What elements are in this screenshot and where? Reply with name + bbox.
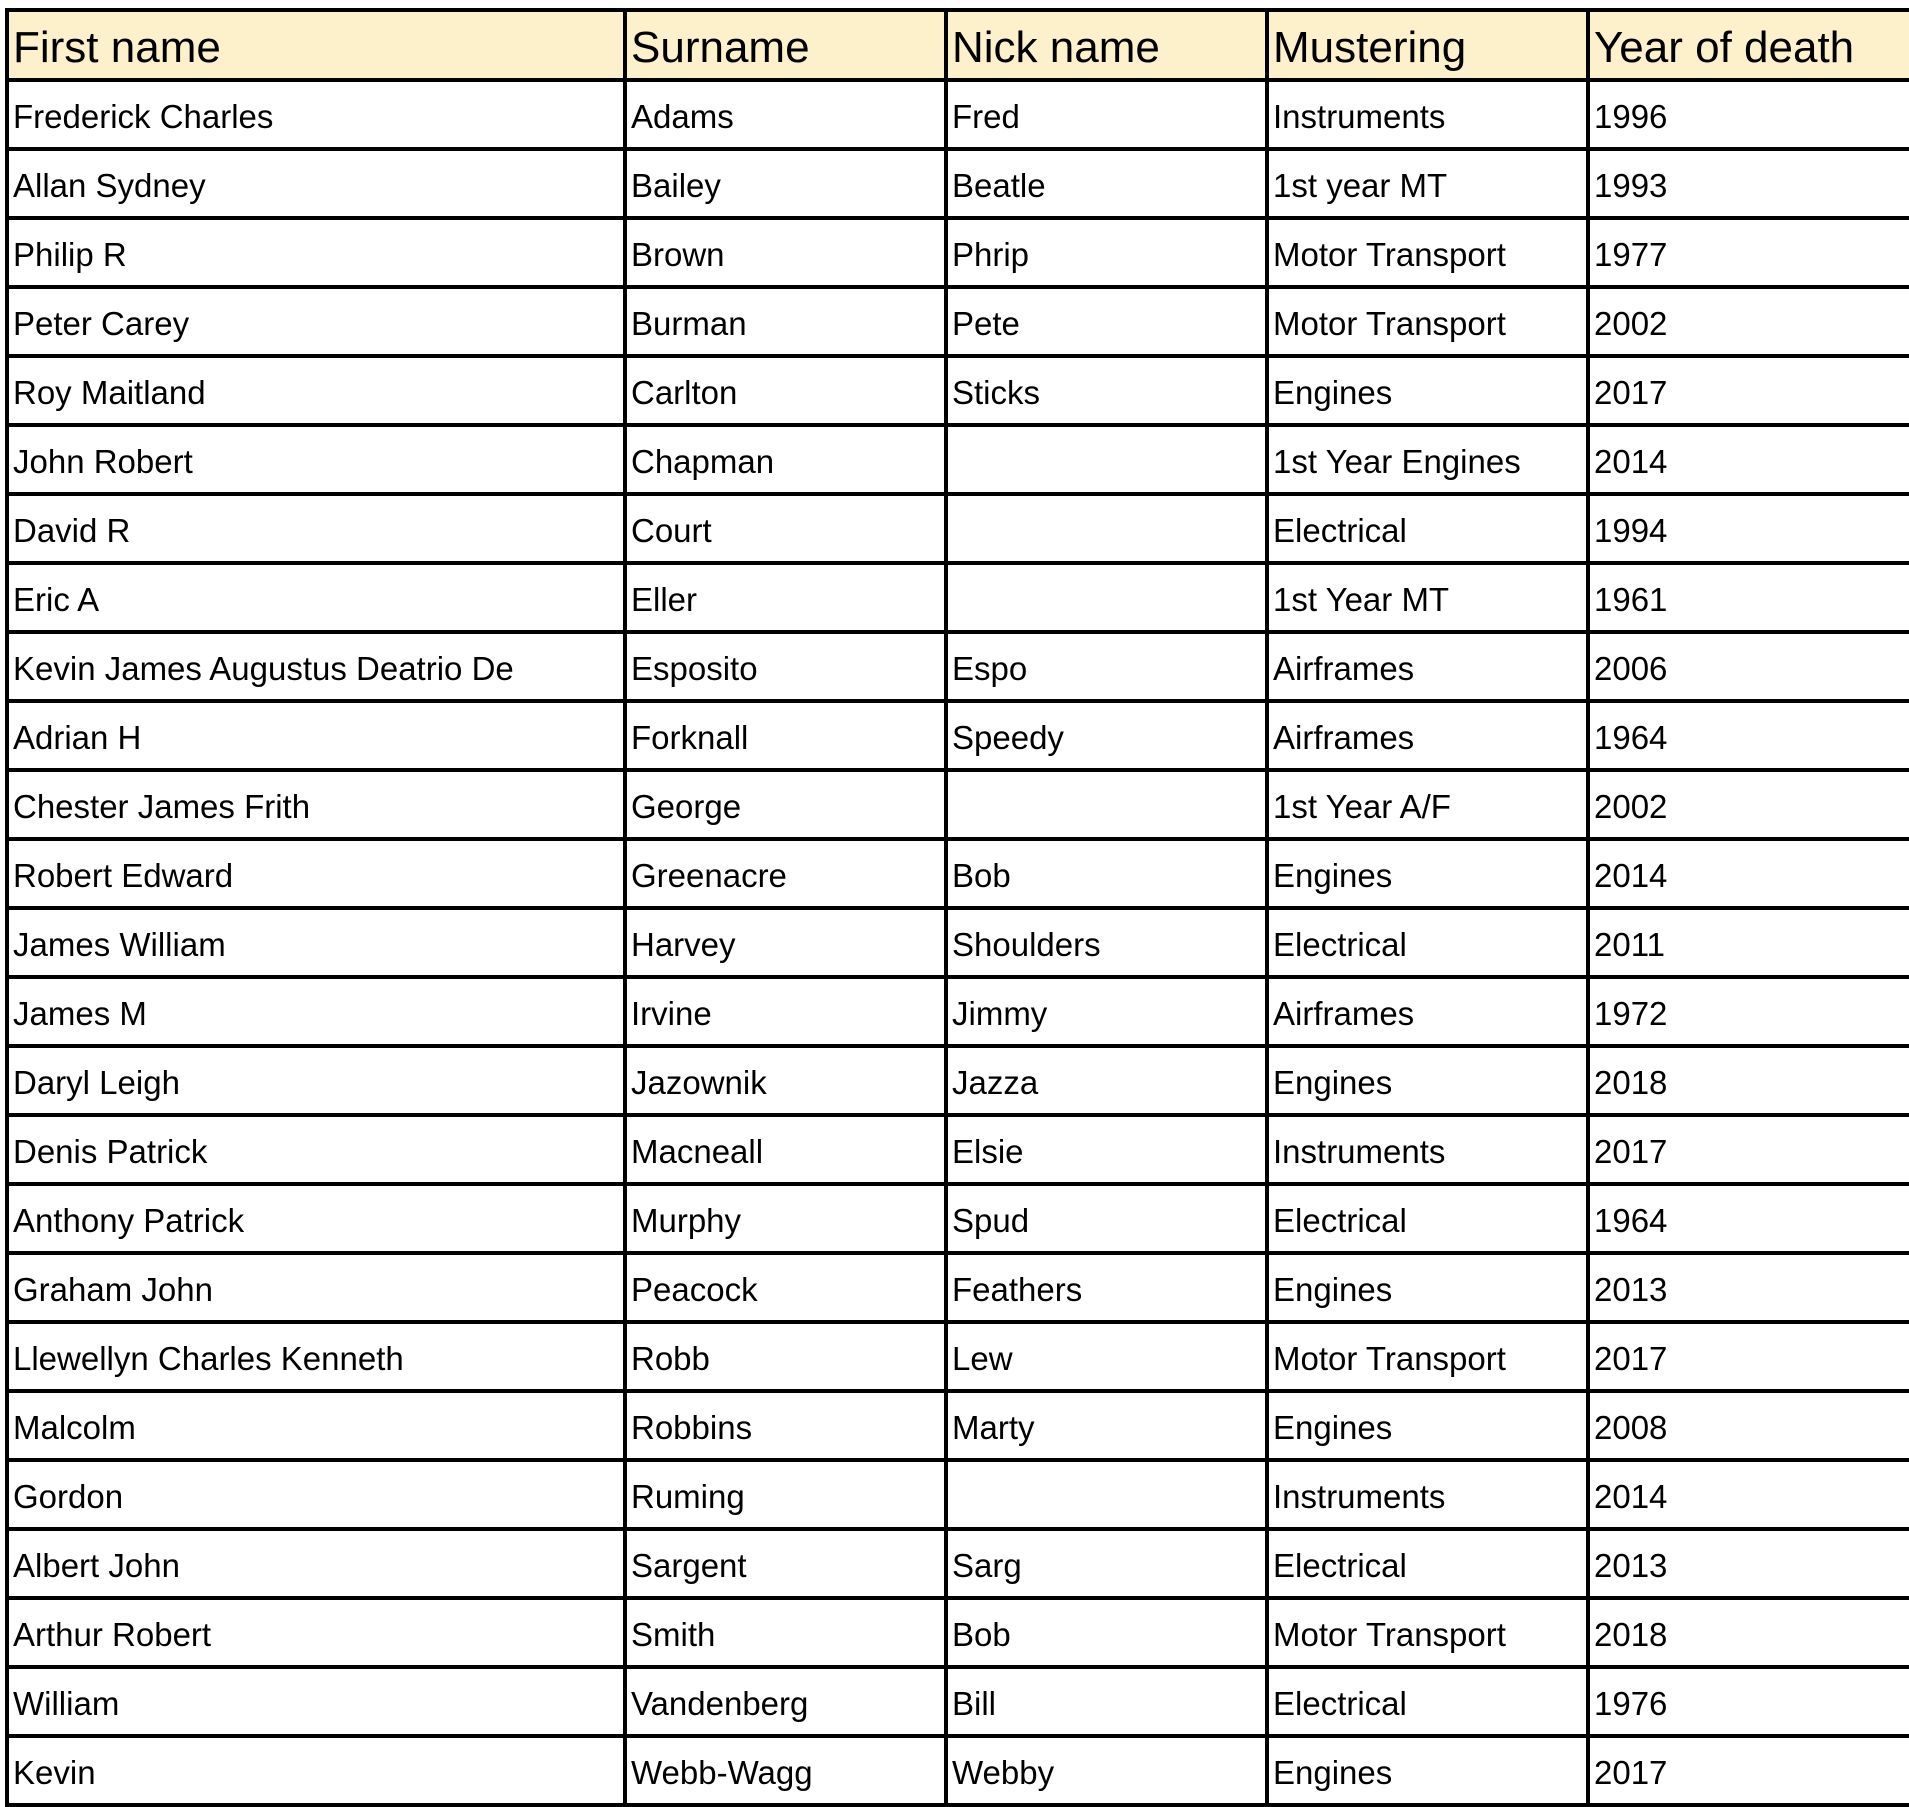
cell-first-name: Graham John	[7, 1253, 625, 1322]
cell-surname: Irvine	[625, 977, 946, 1046]
cell-year-of-death: 2013	[1588, 1529, 1909, 1598]
cell-year-of-death: 1964	[1588, 1184, 1909, 1253]
cell-mustering: Electrical	[1267, 494, 1588, 563]
cell-surname: Smith	[625, 1598, 946, 1667]
cell-surname: Greenacre	[625, 839, 946, 908]
table-row	[7, 1322, 1909, 1391]
table-row	[7, 908, 1909, 977]
cell-mustering: Instruments	[1267, 1460, 1588, 1529]
cell-year-of-death: 1994	[1588, 494, 1909, 563]
cell-surname: Brown	[625, 218, 946, 287]
header-row	[7, 10, 1909, 80]
cell-year-of-death: 2002	[1588, 770, 1909, 839]
cell-mustering: Motor Transport	[1267, 1322, 1588, 1391]
table-body	[7, 80, 1909, 1805]
header-year-of-death: Year of death	[1588, 10, 1909, 80]
cell-first-name: Malcolm	[7, 1391, 625, 1460]
cell-mustering: Electrical	[1267, 1529, 1588, 1598]
cell-surname: Forknall	[625, 701, 946, 770]
cell-mustering: Electrical	[1267, 908, 1588, 977]
table-row	[7, 218, 1909, 287]
cell-first-name: Arthur Robert	[7, 1598, 625, 1667]
cell-nick-name: Webby	[946, 1736, 1267, 1805]
cell-first-name: Kevin	[7, 1736, 625, 1805]
table-row	[7, 1391, 1909, 1460]
header-surname: Surname	[625, 10, 946, 80]
header-first-name: First name	[7, 10, 625, 80]
cell-first-name: Gordon	[7, 1460, 625, 1529]
cell-nick-name: Espo	[946, 632, 1267, 701]
cell-year-of-death: 2017	[1588, 1322, 1909, 1391]
table-row	[7, 1115, 1909, 1184]
table-row	[7, 149, 1909, 218]
cell-year-of-death: 1977	[1588, 218, 1909, 287]
cell-first-name: Albert John	[7, 1529, 625, 1598]
cell-mustering: Engines	[1267, 1391, 1588, 1460]
cell-first-name: William	[7, 1667, 625, 1736]
cell-year-of-death: 2014	[1588, 425, 1909, 494]
cell-first-name: Daryl Leigh	[7, 1046, 625, 1115]
cell-nick-name: Spud	[946, 1184, 1267, 1253]
table-row	[7, 494, 1909, 563]
cell-first-name: Frederick Charles	[7, 80, 625, 149]
table-row	[7, 1253, 1909, 1322]
table-row	[7, 1667, 1909, 1736]
cell-surname: Burman	[625, 287, 946, 356]
cell-year-of-death: 2011	[1588, 908, 1909, 977]
cell-year-of-death: 2018	[1588, 1598, 1909, 1667]
table-row	[7, 80, 1909, 149]
cell-mustering: Airframes	[1267, 632, 1588, 701]
cell-first-name: Peter Carey	[7, 287, 625, 356]
cell-year-of-death: 1964	[1588, 701, 1909, 770]
cell-surname: Harvey	[625, 908, 946, 977]
table-row	[7, 563, 1909, 632]
cell-first-name: Chester James Frith	[7, 770, 625, 839]
cell-first-name: Adrian H	[7, 701, 625, 770]
cell-mustering: 1st year MT	[1267, 149, 1588, 218]
cell-nick-name	[946, 494, 1267, 563]
cell-surname: Esposito	[625, 632, 946, 701]
cell-nick-name: Lew	[946, 1322, 1267, 1391]
cell-year-of-death: 1976	[1588, 1667, 1909, 1736]
cell-surname: Sargent	[625, 1529, 946, 1598]
cell-nick-name	[946, 563, 1267, 632]
cell-surname: George	[625, 770, 946, 839]
cell-surname: Macneall	[625, 1115, 946, 1184]
cell-first-name: Roy Maitland	[7, 356, 625, 425]
cell-nick-name: Bob	[946, 1598, 1267, 1667]
cell-surname: Peacock	[625, 1253, 946, 1322]
cell-year-of-death: 2006	[1588, 632, 1909, 701]
cell-surname: Adams	[625, 80, 946, 149]
cell-nick-name	[946, 425, 1267, 494]
cell-year-of-death: 2008	[1588, 1391, 1909, 1460]
cell-nick-name	[946, 1460, 1267, 1529]
cell-nick-name: Bill	[946, 1667, 1267, 1736]
table-row	[7, 1598, 1909, 1667]
cell-mustering: Airframes	[1267, 701, 1588, 770]
cell-year-of-death: 2018	[1588, 1046, 1909, 1115]
cell-nick-name: Jimmy	[946, 977, 1267, 1046]
cell-first-name: Kevin James Augustus Deatrio De	[7, 632, 625, 701]
cell-nick-name: Sticks	[946, 356, 1267, 425]
table-row	[7, 977, 1909, 1046]
table-row	[7, 425, 1909, 494]
cell-mustering: Engines	[1267, 1253, 1588, 1322]
table-row	[7, 1529, 1909, 1598]
cell-year-of-death: 1996	[1588, 80, 1909, 149]
cell-year-of-death: 1972	[1588, 977, 1909, 1046]
cell-first-name: Philip R	[7, 218, 625, 287]
cell-first-name: Robert Edward	[7, 839, 625, 908]
cell-first-name: James M	[7, 977, 625, 1046]
cell-surname: Chapman	[625, 425, 946, 494]
cell-first-name: David R	[7, 494, 625, 563]
cell-mustering: Electrical	[1267, 1667, 1588, 1736]
cell-nick-name: Fred	[946, 80, 1267, 149]
cell-first-name: Anthony Patrick	[7, 1184, 625, 1253]
cell-nick-name: Speedy	[946, 701, 1267, 770]
cell-first-name: James William	[7, 908, 625, 977]
cell-nick-name: Beatle	[946, 149, 1267, 218]
cell-year-of-death: 2002	[1588, 287, 1909, 356]
cell-nick-name: Shoulders	[946, 908, 1267, 977]
cell-mustering: Motor Transport	[1267, 1598, 1588, 1667]
cell-year-of-death: 2017	[1588, 1115, 1909, 1184]
table-row	[7, 1736, 1909, 1805]
cell-year-of-death: 2017	[1588, 356, 1909, 425]
cell-first-name: Llewellyn Charles Kenneth	[7, 1322, 625, 1391]
table-row	[7, 1046, 1909, 1115]
cell-nick-name: Jazza	[946, 1046, 1267, 1115]
table-row	[7, 770, 1909, 839]
cell-year-of-death: 2013	[1588, 1253, 1909, 1322]
cell-mustering: Airframes	[1267, 977, 1588, 1046]
cell-mustering: Motor Transport	[1267, 287, 1588, 356]
cell-surname: Bailey	[625, 149, 946, 218]
cell-surname: Eller	[625, 563, 946, 632]
cell-first-name: Allan Sydney	[7, 149, 625, 218]
table-row	[7, 1460, 1909, 1529]
cell-nick-name: Phrip	[946, 218, 1267, 287]
cell-mustering: Engines	[1267, 1736, 1588, 1805]
cell-nick-name: Elsie	[946, 1115, 1267, 1184]
cell-year-of-death: 1993	[1588, 149, 1909, 218]
cell-surname: Jazownik	[625, 1046, 946, 1115]
cell-nick-name: Pete	[946, 287, 1267, 356]
cell-surname: Court	[625, 494, 946, 563]
table-row	[7, 287, 1909, 356]
cell-nick-name: Sarg	[946, 1529, 1267, 1598]
cell-mustering: Engines	[1267, 356, 1588, 425]
cell-mustering: Motor Transport	[1267, 218, 1588, 287]
cell-mustering: Engines	[1267, 1046, 1588, 1115]
cell-year-of-death: 2014	[1588, 1460, 1909, 1529]
table-row	[7, 701, 1909, 770]
table-row	[7, 356, 1909, 425]
cell-mustering: 1st Year A/F	[1267, 770, 1588, 839]
cell-nick-name: Bob	[946, 839, 1267, 908]
cell-mustering: Engines	[1267, 839, 1588, 908]
table-row	[7, 632, 1909, 701]
cell-surname: Robbins	[625, 1391, 946, 1460]
cell-surname: Carlton	[625, 356, 946, 425]
table-row	[7, 1184, 1909, 1253]
cell-surname: Robb	[625, 1322, 946, 1391]
cell-first-name: John Robert	[7, 425, 625, 494]
roster-table	[5, 8, 1909, 1807]
header-nick-name: Nick name	[946, 10, 1267, 80]
cell-year-of-death: 2014	[1588, 839, 1909, 908]
cell-mustering: 1st Year MT	[1267, 563, 1588, 632]
cell-surname: Murphy	[625, 1184, 946, 1253]
cell-nick-name: Feathers	[946, 1253, 1267, 1322]
cell-mustering: 1st Year Engines	[1267, 425, 1588, 494]
cell-surname: Webb-Wagg	[625, 1736, 946, 1805]
cell-surname: Vandenberg	[625, 1667, 946, 1736]
cell-mustering: Instruments	[1267, 80, 1588, 149]
cell-mustering: Electrical	[1267, 1184, 1588, 1253]
cell-nick-name	[946, 770, 1267, 839]
cell-nick-name: Marty	[946, 1391, 1267, 1460]
cell-mustering: Instruments	[1267, 1115, 1588, 1184]
cell-surname: Ruming	[625, 1460, 946, 1529]
table-row	[7, 839, 1909, 908]
cell-year-of-death: 1961	[1588, 563, 1909, 632]
cell-first-name: Denis Patrick	[7, 1115, 625, 1184]
header-mustering: Mustering	[1267, 10, 1588, 80]
cell-first-name: Eric A	[7, 563, 625, 632]
roster-sheet	[5, 8, 1909, 1807]
cell-year-of-death: 2017	[1588, 1736, 1909, 1805]
